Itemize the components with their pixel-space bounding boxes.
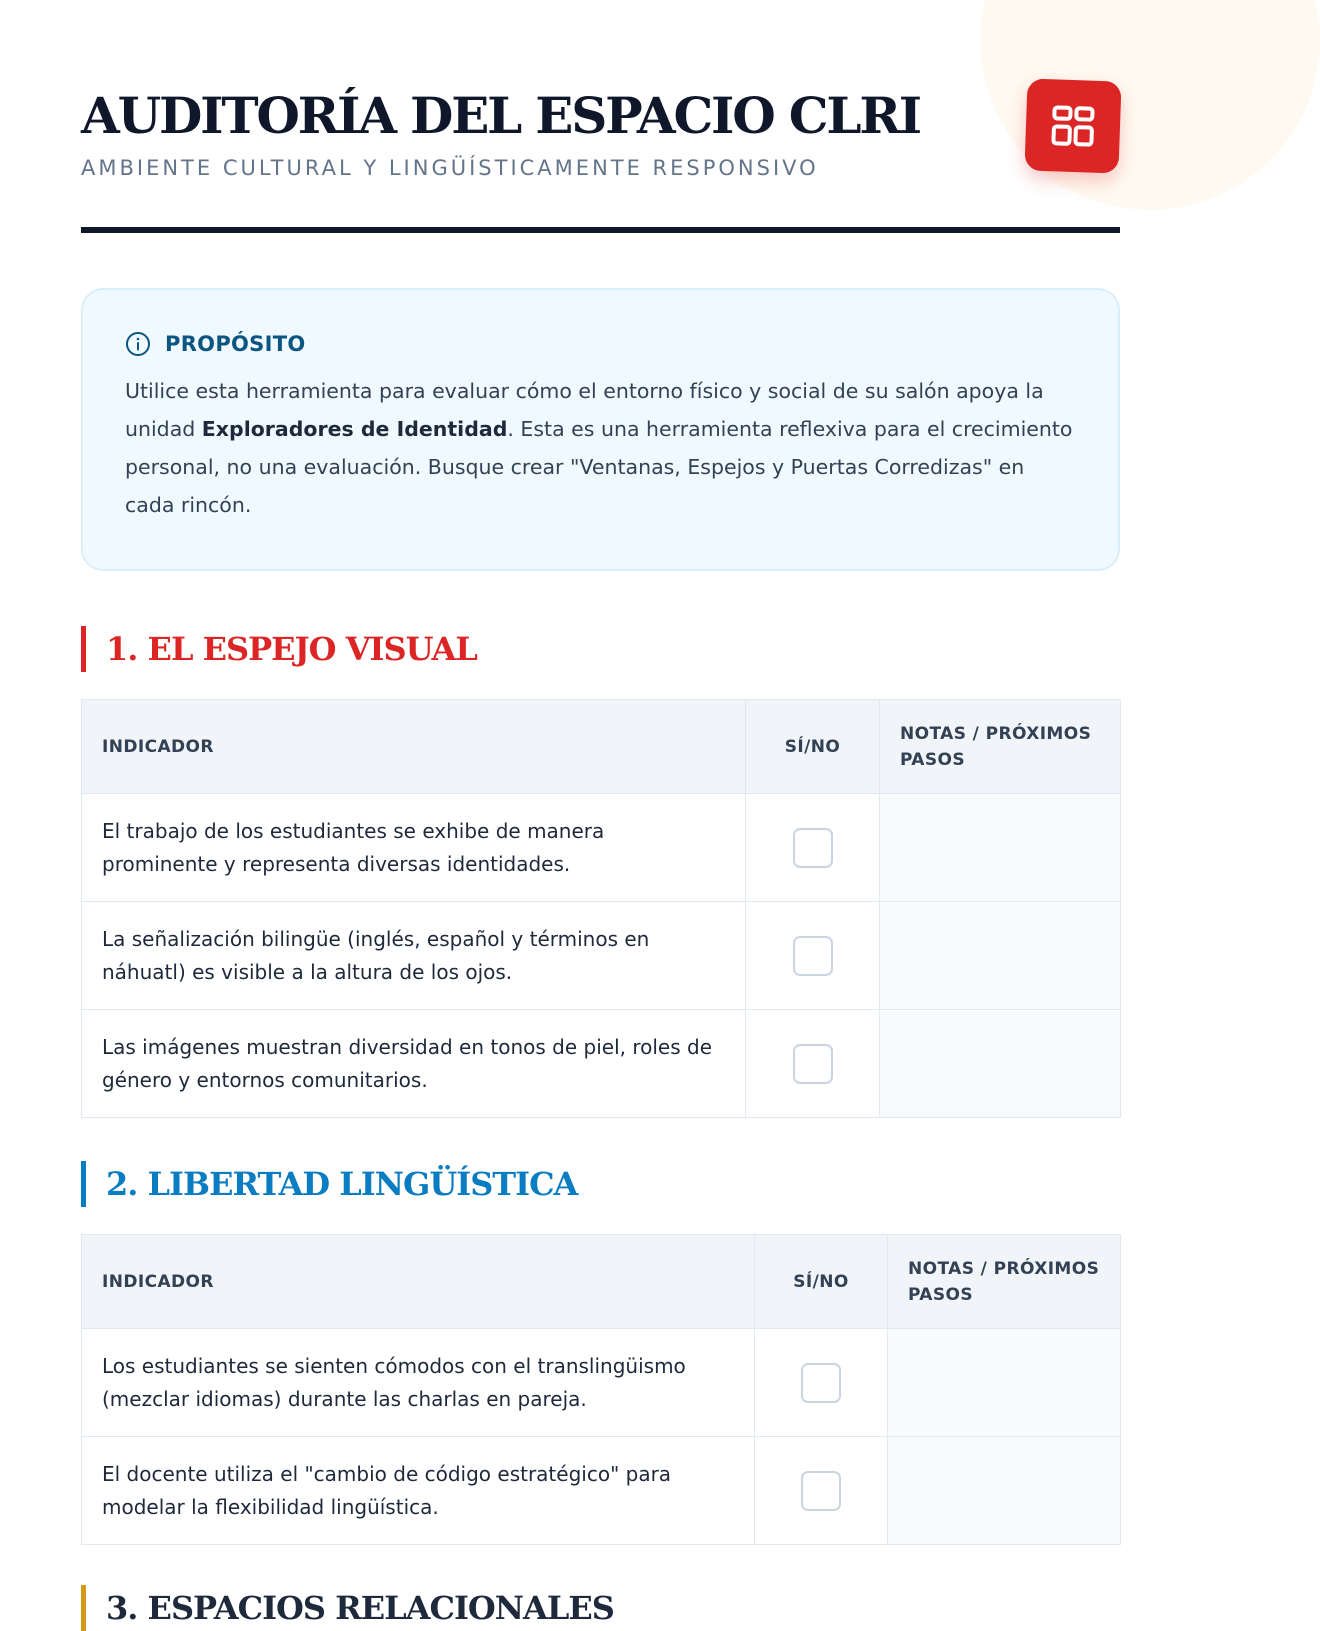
info-circle-icon <box>125 331 151 357</box>
notes-cell[interactable] <box>888 1437 1121 1545</box>
dashboard-grid-icon <box>1048 101 1098 151</box>
column-header-indicator: INDICADOR <box>82 700 746 794</box>
table-row <box>82 1010 1121 1118</box>
page-title: AUDITORÍA DEL ESPACIO CLRI <box>81 86 920 145</box>
column-header-notes: NOTAS / PRÓXIMOS PASOS <box>880 700 1121 794</box>
header-divider <box>81 227 1120 233</box>
notes-cell[interactable] <box>880 794 1121 902</box>
notes-cell[interactable] <box>880 902 1121 1010</box>
table-row <box>82 1437 1121 1545</box>
table-header-row <box>82 700 1121 794</box>
notes-cell[interactable] <box>888 1329 1121 1437</box>
yes-no-cell <box>755 1329 888 1437</box>
purpose-text-part: . Esta es una herramienta reflexiva para el crecimiento personal, no una evaluación. Busque crear "Ventanas, Espejos y Puertas Corredizas" en cada rincón. <box>125 417 1073 517</box>
indicator-text: El docente utiliza el "cambio de código estratégico" para modelar la flexibilidad lingüística. <box>82 1437 755 1545</box>
purpose-heading <box>125 330 1076 358</box>
purpose-callout <box>81 288 1120 571</box>
section-heading-linguistic-freedom: 2. LIBERTAD LINGÜÍSTICA <box>81 1161 577 1207</box>
yes-no-checkbox[interactable] <box>793 1044 833 1084</box>
indicator-text: Los estudiantes se sienten cómodos con el translingüismo (mezclar idiomas) durante las charlas en pareja. <box>82 1329 755 1437</box>
column-header-yes-no: SÍ/NO <box>755 1235 888 1329</box>
column-header-yes-no: SÍ/NO <box>746 700 880 794</box>
yes-no-cell <box>746 902 880 1010</box>
section-heading-visual-mirror: 1. EL ESPEJO VISUAL <box>81 626 477 672</box>
header <box>81 80 1120 234</box>
purpose-text <box>125 372 1080 524</box>
indicator-text: Las imágenes muestran diversidad en tonos de piel, roles de género y entornos comunitarios. <box>82 1010 746 1118</box>
yes-no-checkbox[interactable] <box>801 1471 841 1511</box>
indicator-text: La señalización bilingüe (inglés, español y términos en náhuatl) es visible a la altura de los ojos. <box>82 902 746 1010</box>
indicator-text: El trabajo de los estudiantes se exhibe de manera prominente y representa diversas identidades. <box>82 794 746 902</box>
table-header-row <box>82 1235 1121 1329</box>
yes-no-checkbox[interactable] <box>793 828 833 868</box>
column-header-notes: NOTAS / PRÓXIMOS PASOS <box>888 1235 1121 1329</box>
purpose-title: PROPÓSITO <box>165 332 306 356</box>
checklist-table-linguistic-freedom <box>81 1234 1121 1545</box>
purpose-unit-name: Exploradores de Identidad <box>201 417 508 441</box>
yes-no-checkbox[interactable] <box>793 936 833 976</box>
yes-no-cell <box>746 1010 880 1118</box>
table-row <box>82 902 1121 1010</box>
yes-no-checkbox[interactable] <box>801 1363 841 1403</box>
purpose-text-part: Utilice esta herramienta para evaluar cómo el entorno físico y social de su salón apoya la unidad <box>125 379 1044 441</box>
table-row <box>82 794 1121 902</box>
page-subtitle: AMBIENTE CULTURAL Y LINGÜÍSTICAMENTE RESPONSIVO <box>81 156 819 180</box>
section-heading-relational-spaces: 3. ESPACIOS RELACIONALES <box>81 1585 614 1631</box>
yes-no-cell <box>746 794 880 902</box>
logo-badge <box>1024 78 1121 173</box>
checklist-table-visual-mirror <box>81 699 1121 1118</box>
yes-no-cell <box>755 1437 888 1545</box>
column-header-indicator: INDICADOR <box>82 1235 755 1329</box>
notes-cell[interactable] <box>880 1010 1121 1118</box>
table-row <box>82 1329 1121 1437</box>
page <box>81 0 1120 1627</box>
